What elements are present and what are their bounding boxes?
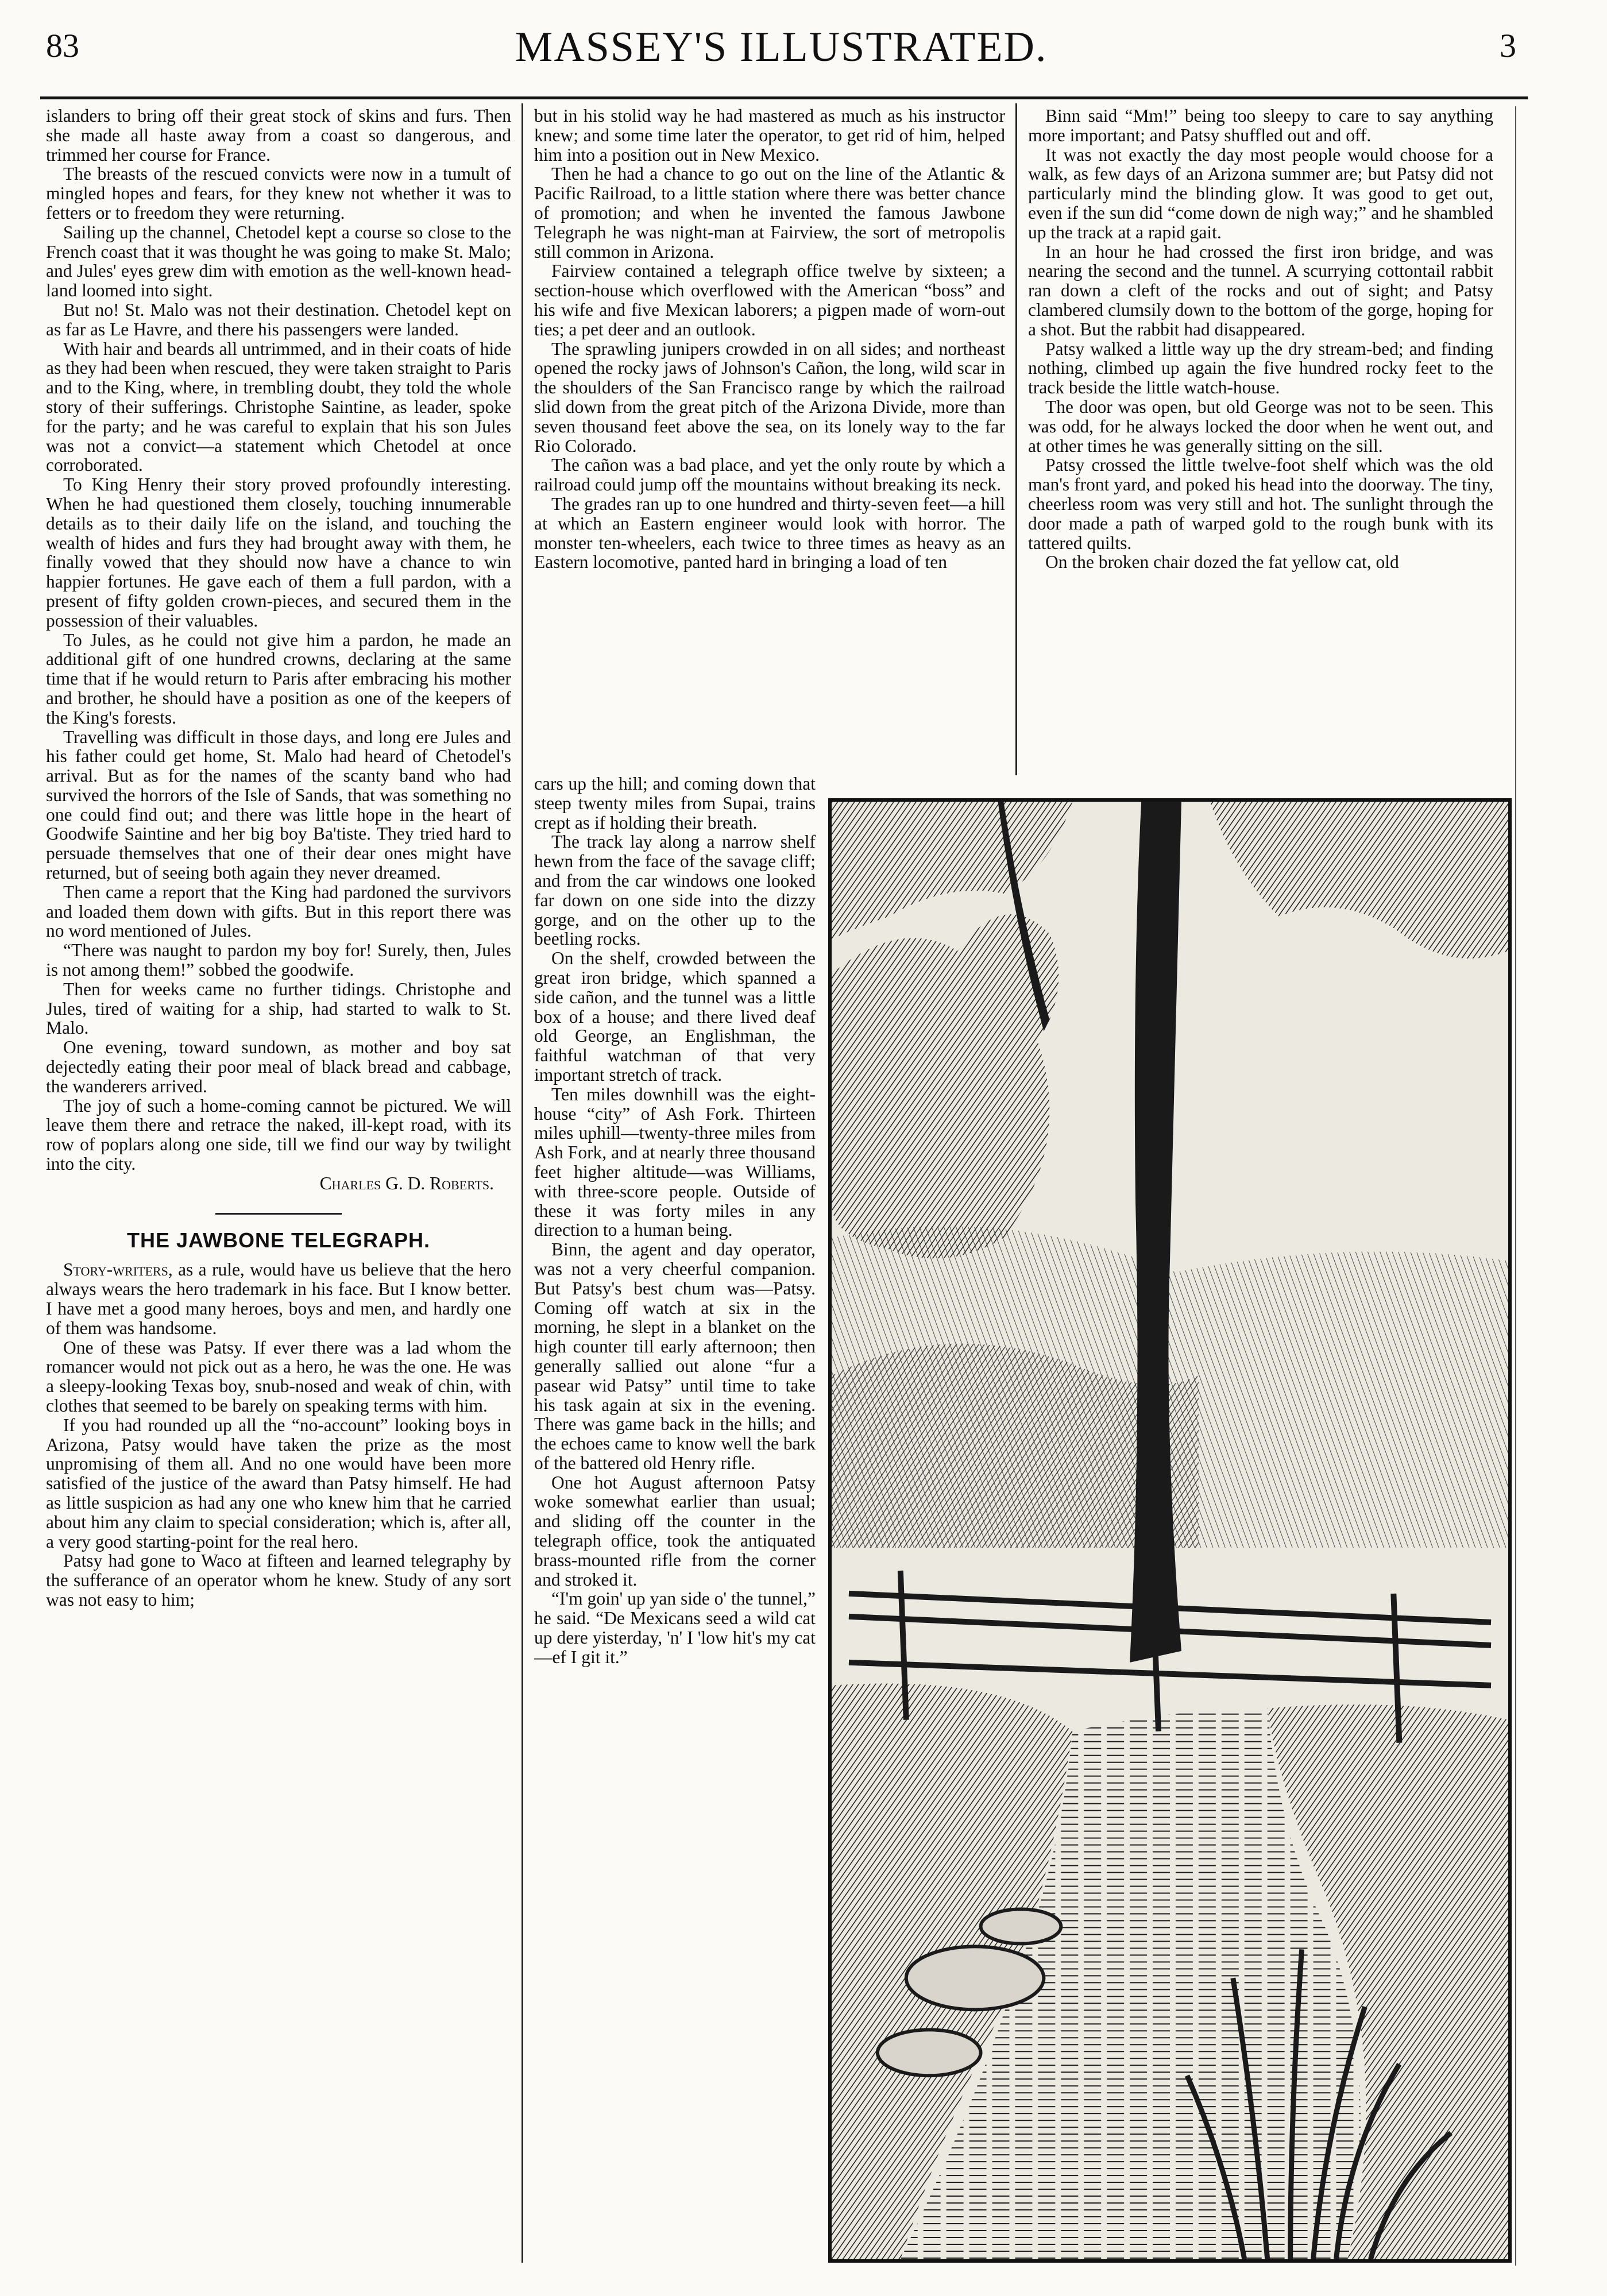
paragraph: cars up the hill; and coming down that steep twenty miles from Supai, trains crept as if holding their breath.	[534, 774, 816, 833]
column-2-narrow	[534, 774, 816, 2279]
paragraph: On the broken chair dozed the fat yellow cat, old	[1045, 552, 1399, 573]
engraving-illustration	[828, 798, 1512, 2263]
paragraph: Ten miles downhill was the eight-house “city” of Ash Fork. Thirteen miles uphill—twenty-three miles from Ash Fork, and at nearly three thousand feet higher altitude—was Williams, with three-score people. Outside of these it was forty miles in any direction to a human being.	[534, 1084, 816, 1240]
page-number-left: 83	[46, 27, 79, 64]
paragraph: Sailing up the channel, Chetodel kept a course so close to the French coast that it was thought he was going to make St. Malo; and Jules' eyes grew dim with emotion as the well-known head-land loomed into sight.	[46, 222, 511, 301]
paragraph: Binn, the agent and day operator, was not a very cheerful companion. But Patsy's best chum was—Patsy. Coming off watch at six in the morning, he slept in a blanket on the high counter till early afternoon; then generally sallied out alone “fur a pasear wid Patsy” until time to take his task again at six in the evening. There was game back in the hills; and the echoes came to know well the bark of the battered old Henry rifle.	[534, 1239, 816, 1473]
paragraph: Then he had a chance to go out on the line of the Atlantic & Pacific Railroad, to a little station where there was better chance of promotion; and when he invented the famous Jawbone Telegraph he was night-man at Fairview, the sort of metropolis still common in Arizona.	[534, 164, 1005, 262]
paragraph: It was not exactly the day most people would choose for a walk, as few days of an Arizona summer are; but Patsy did not particularly mind the blinding glow. It was good to get out, even if the sun did “come down de nigh way;” and he shambled up the track at a rapid gait.	[1028, 144, 1493, 242]
paragraph: Fairview contained a telegraph office twelve by sixteen; a section-house which overflowed with the American “boss” and his wife and five Mexican laborers; a pigpen made of worn-out ties; a pet deer and an outlook.	[534, 261, 1005, 339]
paragraph: The cañon was a bad place, and yet the only route by which a railroad could jump off the mountains without breaking its neck.	[534, 455, 1005, 495]
column-rule-2	[1015, 103, 1017, 775]
paragraph: Then came a report that the King had pardoned the survivors and loaded them down with gifts. But in this report there was no word mentioned of Jules.	[46, 882, 511, 941]
paragraph: Then for weeks came no further tidings. Christophe and Jules, tired of waiting for a ship, had started to walk to St. Malo.	[46, 979, 511, 1038]
paragraph: One hot August afternoon Patsy woke somewhat earlier than usual; and sliding off the counter in the telegraph office, took the antiquated brass-mounted rifle from the corner and stroked it.	[534, 1472, 816, 1590]
page-header	[40, 23, 1522, 86]
rock	[981, 1909, 1061, 1943]
paragraph: The grades ran up to one hundred and thirty-seven feet—a hill at which an Eastern engineer would look with horror. The monster ten-wheelers, each twice to three times as heavy as an Eastern locomotive, panted hard in bringing a load of ten	[534, 493, 1005, 573]
paragraph: islanders to bring off their great stock of skins and furs. Then she made all haste away from a coast so dangerous, and trimmed her course for France.	[46, 106, 511, 165]
column-rule-1	[521, 103, 523, 2263]
paragraph: “There was naught to pardon my boy for! Surely, then, Jules is not among them!” sobbed the goodwife.	[46, 940, 511, 980]
header-rule	[40, 96, 1528, 99]
paragraph: The door was open, but old George was not to be seen. This was odd, for he always locked the door when he went out, and at other times he was generally sitting on the sill.	[1028, 396, 1493, 456]
column-3	[1028, 106, 1493, 774]
paragraph: To King Henry their story proved profoundly interesting. When he had questioned them closely, touching innumerable details as to their daily life on the island, and touching the wealth of hides and furs they had brought away with them, he finally vowed that they should now have a chance to win happier fortunes. He gave each of them a full pardon, with a present of fifty golden crown-pieces, and secured them in the possession of their valuables.	[46, 474, 511, 631]
author-signature: Charles G. D. Roberts.	[319, 1173, 494, 1193]
paragraph: To Jules, as he could not give him a pardon, he made an additional gift of one hundred crowns, declaring at the same time that if he would return to Paris after embracing his mother and brother, he should have a position as one of the keepers of the King's forests.	[46, 629, 511, 728]
paragraph: The joy of such a home-coming cannot be pictured. We will leave them there and retrace the naked, ill-kept road, with its row of poplars along one side, till we find our way by twilight into the city.	[46, 1095, 511, 1174]
paragraph: On the shelf, crowded between the great iron bridge, which spanned a side cañon, and the tunnel was a little box of a house; and there lived deaf old George, an Englishman, the faithful watchman of that very important stretch of track.	[534, 948, 816, 1085]
section-divider	[215, 1213, 342, 1215]
col1-paragraphs	[46, 106, 511, 1174]
paragraph: Patsy had gone to Waco at fifteen and learned telegraphy by the sufferance of an operator whom he knew. Study of any sort was not easy to him;	[46, 1551, 511, 1610]
paragraph: The breasts of the rescued convicts were now in a tumult of mingled hopes and fears, for they knew not whether it was to fetters or to freedom they were returning.	[46, 164, 511, 223]
paragraph: Patsy crossed the little twelve-foot shelf which was the old man's front yard, and poked his head into the doorway. The tiny, cheerless room was very still and hot. The sunlight through the door made a path of warped gold to the rough bunk with its tattered quilts.	[1028, 455, 1493, 553]
paragraph: In an hour he had crossed the first iron bridge, and was nearing the second and the tunnel. A scurrying cottontail rabbit ran down a cleft of the rocks and out of sight; and Patsy clambered clumsily down to the bottom of the gorge, hoping for a shot. But the rabbit had disappeared.	[1028, 241, 1493, 339]
stream-landscape-engraving	[832, 802, 1508, 2259]
paragraph: Travelling was difficult in those days, and long ere Jules and his father could get home, St. Malo had heard of Chetodel's arrival. But as for the names of the scanty band who had survived the horrors of the Isle of Sands, that was something no one could find out; and there was little hope in the heart of Goodwife Saintine and her big boy Ba'tiste. They tried hard to persuade themselves that one of their dear ones might have returned, but of seeing both again they never dreamed.	[46, 726, 511, 883]
paragraph: One of these was Patsy. If ever there was a lad whom the romancer would not pick out as a hero, he was the one. He was a sleepy-looking Texas boy, snub-nosed and weak of chin, with clothes that seemed to be barely on speaking terms with him.	[46, 1337, 511, 1416]
paragraph: The track lay along a narrow shelf hewn from the face of the savage cliff; and from the car windows one looked far down on one side into the dizzy gorge, and on the other up to the beetling rocks.	[534, 832, 816, 949]
column-1	[46, 106, 511, 2271]
paragraph: With hair and beards all untrimmed, and in their coats of hide as they had been when rescued, they were taken straight to Paris and to the King, where, in trembling doubt, they told the whole story of their sufferings. Christophe Saintine, as leader, spoke for the party; and he was careful to explain that his son Jules was not a convict—a statement which Chetodel at once corroborated.	[46, 338, 511, 476]
paragraph: “I'm goin' up yan side o' the tunnel,” he said. “De Mexicans seed a wild cat up dere yisterday, 'n' I 'low hit's my cat—ef I git it.”	[534, 1588, 816, 1667]
paragraph: The sprawling junipers crowded in on all sides; and northeast opened the rocky jaws of Johnson's Cañon, the long, wild scar in the shoulders of the San Francisco range by which the railroad slid down from the great pitch of the Arizona Divide, more than seven thousand feet above the sea, on its lonely way to the far Rio Colorado.	[534, 338, 1005, 456]
page-number-right: 3	[1500, 27, 1516, 64]
story-first-text: as a rule, would have us believe that the hero always wears the hero trademark in his face. But I know better. I have met a good many heroes, boys and men, and hardly one of them was handsome.	[46, 1259, 511, 1338]
paragraph: If you had rounded up all the “no-account” looking boys in Arizona, Patsy would have taken the prize as the most unpromising of them all. And no one would have been more satisfied of the justice of the award than Patsy himself. He had as little suspicion as had any one who knew him that he carried about him any claim to special consideration; which is, after all, a very good starting-point for the real hero.	[46, 1414, 511, 1552]
story-first-paragraph	[46, 1260, 511, 1338]
paragraph: But no! St. Malo was not their destination. Chetodel kept on as far as Le Havre, and there his passengers were landed.	[46, 299, 511, 339]
page-edge-rule	[1515, 106, 1516, 2266]
paragraph: Patsy walked a little way up the dry stream-bed; and finding nothing, climbed up again the five hundred rocky feet to the track beside the little watch-house.	[1028, 338, 1493, 398]
story-lead-in: Story-writers,	[63, 1259, 173, 1280]
paragraph: Binn said “Mm!” being too sleepy to care to say anything more important; and Patsy shuffled out and off.	[1028, 106, 1493, 145]
paragraph: One evening, toward sundown, as mother and boy sat dejectedly eating their poor meal of black bread and cabbage, the wanderers arrived.	[46, 1037, 511, 1096]
paragraph: but in his stolid way he had mastered as much as his instructor knew; and some time later the operator, to get rid of him, helped him into a position out in New Mexico.	[534, 106, 1005, 165]
story-title: THE JAWBONE TELEGRAPH.	[126, 1228, 431, 1252]
rock	[878, 2030, 981, 2075]
masthead-title: MASSEY'S ILLUSTRATED.	[515, 24, 1048, 71]
column-2-top	[534, 106, 1005, 774]
rock	[906, 1946, 1044, 2009]
